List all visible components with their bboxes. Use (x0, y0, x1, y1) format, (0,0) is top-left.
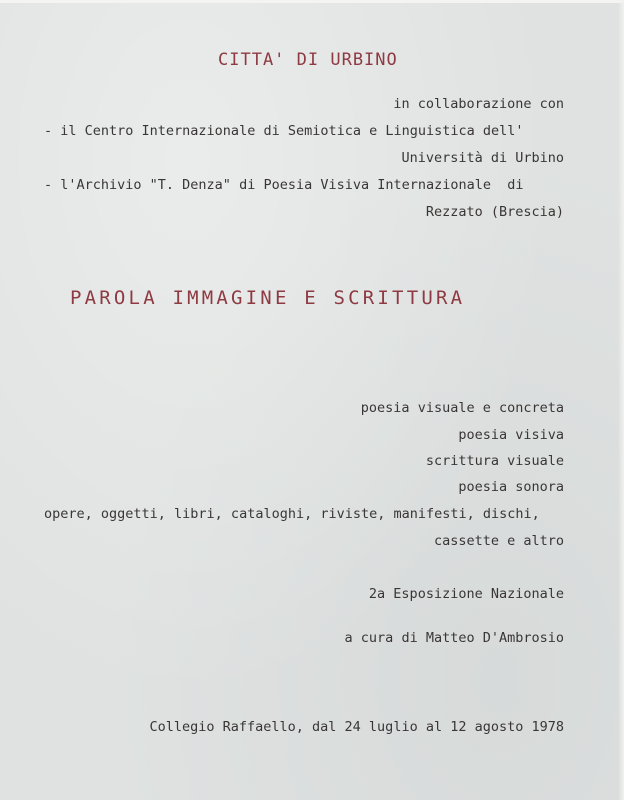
topic-line: cassette e altro (433, 533, 564, 549)
topic-line: poesia visuale e concreta (360, 400, 564, 416)
partner-archive-line2: Rezzato (Brescia) (425, 204, 564, 220)
topic-line: poesia sonora (458, 479, 564, 495)
topic-line: poesia visiva (458, 427, 564, 443)
partner-semiotics-line1: - il Centro Internazionale di Semiotica e Linguistica dell' (44, 123, 524, 139)
curator-credit: a cura di Matteo D'Ambrosio (344, 630, 564, 646)
city-title: CITTA' DI URBINO (218, 50, 398, 70)
collaboration-intro: in collaborazione con (393, 96, 564, 112)
topic-line: scrittura visuale (425, 453, 564, 469)
venue-and-dates: Collegio Raffaello, dal 24 luglio al 12 agosto 1978 (149, 719, 564, 735)
exhibition-headline: PAROLA IMMAGINE E SCRITTURA (70, 287, 466, 309)
paper-edge-top (0, 0, 624, 3)
exhibition-edition: 2a Esposizione Nazionale (368, 586, 564, 602)
partner-archive-line1: - l'Archivio "T. Denza" di Poesia Visiva Internazionale di (44, 177, 524, 193)
topic-line: opere, oggetti, libri, cataloghi, riviste, manifesti, dischi, (44, 506, 540, 522)
paper-edge-right (618, 0, 624, 800)
partner-semiotics-line2: Università di Urbino (401, 150, 564, 166)
